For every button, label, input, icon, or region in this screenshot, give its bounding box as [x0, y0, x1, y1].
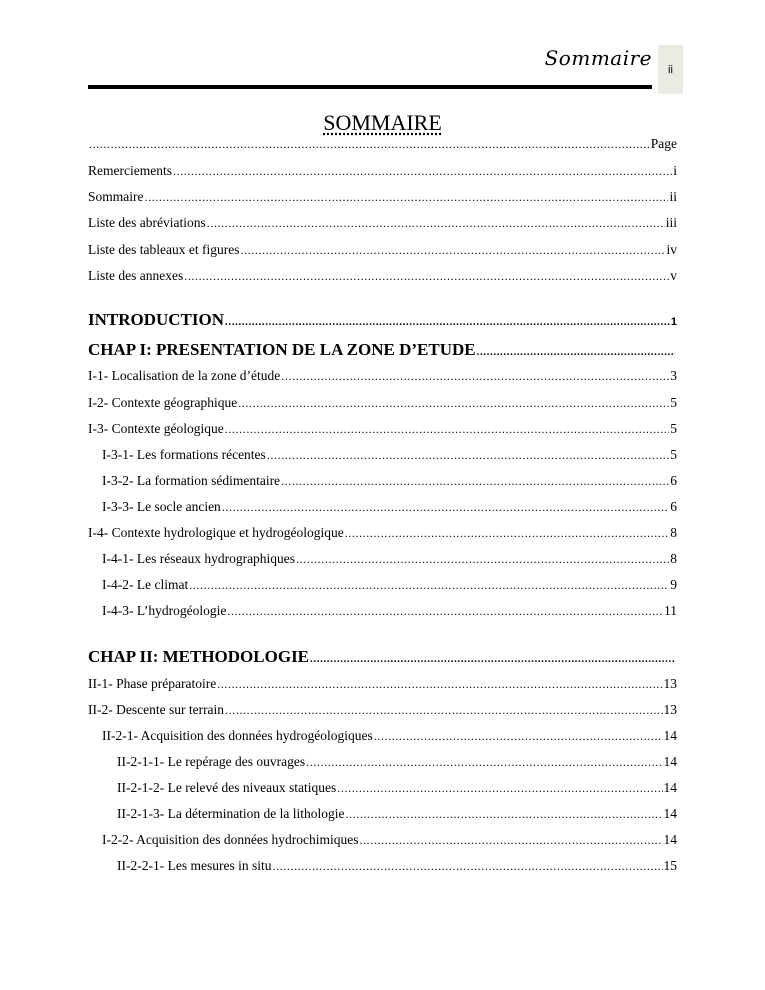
toc-entry-label: II-1- Phase préparatoire — [88, 676, 217, 691]
toc-entry-page: 6 — [670, 473, 677, 488]
leader-dots — [267, 448, 669, 463]
toc-entry[interactable] — [88, 268, 677, 284]
toc-entry-page: 6 — [670, 499, 677, 514]
leader-dots — [281, 369, 669, 384]
leader-dots — [217, 677, 662, 692]
toc-entry-page: v — [670, 268, 677, 283]
toc-entry[interactable] — [102, 447, 677, 463]
toc-entry-label: II-2-2-1- Les mesures in situ — [117, 858, 272, 873]
toc-entry[interactable] — [88, 215, 677, 231]
toc-entry[interactable] — [88, 676, 677, 692]
toc-entry-label: I-4-3- L’hydrogéologie — [102, 603, 227, 618]
toc-entry[interactable] — [117, 806, 677, 822]
leader-dots — [477, 346, 675, 358]
toc-entry-label: I-2-2- Acquisition des données hydrochimiques — [102, 832, 359, 847]
toc-entry-page: 9 — [670, 577, 677, 592]
toc-page-column-header — [88, 136, 677, 152]
toc-entry[interactable] — [88, 525, 677, 541]
toc-entry-page: iii — [665, 215, 677, 230]
toc-entry-label: I-2- Contexte géographique — [88, 395, 238, 410]
toc-entry-label: II-2-1-3- La détermination de la lithologie — [117, 806, 345, 821]
toc-entry-page: 14 — [663, 728, 677, 743]
page-column-label: Page — [650, 136, 677, 151]
leader-dots — [337, 781, 662, 796]
toc-entry-page: iv — [666, 242, 677, 257]
toc-entry-page: 8 — [670, 525, 677, 540]
toc-entry[interactable] — [88, 395, 677, 411]
toc-entry[interactable] — [102, 603, 677, 619]
toc-chapter-label: CHAP I: PRESENTATION DE LA ZONE D’ETUDE — [88, 340, 476, 359]
leader-dots — [145, 190, 669, 205]
toc-entry[interactable] — [88, 242, 677, 258]
toc-entry-page: 14 — [663, 832, 677, 847]
leader-dots — [225, 703, 662, 718]
leader-dots — [207, 216, 665, 231]
document-title-text: SOMMAIRE — [323, 110, 442, 135]
toc-chapter-heading[interactable] — [88, 340, 676, 360]
toc-entry-page: 15 — [663, 858, 677, 873]
toc-entry-label: II-2-1-1- Le repérage des ouvrages — [117, 754, 306, 769]
toc-entry[interactable] — [88, 189, 677, 205]
toc-entry[interactable] — [102, 499, 677, 515]
toc-introduction[interactable] — [88, 310, 677, 330]
toc-entry-page: 5 — [670, 421, 677, 436]
toc-entry-label: I-1- Localisation de la zone d’étude — [88, 368, 281, 383]
toc-entry-label: INTRODUCTION — [88, 310, 225, 329]
toc-entry[interactable] — [88, 368, 677, 384]
toc-entry[interactable] — [88, 702, 677, 718]
leader-dots — [173, 164, 672, 179]
leader-dots — [281, 474, 669, 489]
toc-entry[interactable] — [102, 551, 677, 567]
toc-entry-label: II-2-1-2- Le relevé des niveaux statiques — [117, 780, 337, 795]
leader-dots — [359, 833, 662, 848]
leader-dots — [306, 755, 662, 770]
toc-entry-label: I-3-2- La formation sédimentaire — [102, 473, 281, 488]
toc-entry-page: ii — [669, 189, 677, 204]
toc-entry[interactable] — [117, 858, 677, 874]
toc-entry-page: 8 — [670, 551, 677, 566]
toc-entry-page: 5 — [670, 395, 677, 410]
running-header-title: Sommaire — [544, 46, 652, 70]
leader-dots — [374, 729, 663, 744]
toc-entry-label: I-3-1- Les formations récentes — [102, 447, 266, 462]
toc-entry[interactable] — [102, 577, 677, 593]
toc-entry[interactable] — [102, 473, 677, 489]
leader-dots — [345, 526, 670, 541]
toc-entry-page: 14 — [663, 754, 677, 769]
leader-dots — [184, 269, 669, 284]
leader-dots — [189, 578, 669, 593]
leader-dots — [346, 807, 663, 822]
toc-entry-page: 13 — [663, 702, 677, 717]
toc-entry-label: Liste des annexes — [88, 268, 184, 283]
toc-entry-page: 13 — [663, 676, 677, 691]
toc-entry-page: 1 — [670, 316, 677, 328]
toc-entry[interactable] — [88, 163, 677, 179]
leader-dots — [225, 316, 670, 328]
toc-entry-page: i — [673, 163, 677, 178]
leader-dots — [240, 243, 665, 258]
toc-entry[interactable] — [102, 832, 677, 848]
toc-entry-label: I-3-3- Le socle ancien — [102, 499, 221, 514]
toc-entry-label: I-4- Contexte hydrologique et hydrogéologique — [88, 525, 344, 540]
toc-entry-label: I-4-1- Les réseaux hydrographiques — [102, 551, 296, 566]
toc-chapter-label: CHAP II: METHODOLOGIE — [88, 647, 310, 666]
toc-entry-page: 11 — [664, 603, 677, 618]
toc-entry-label: I-3- Contexte géologique — [88, 421, 224, 436]
toc-entry-label: II-2-1- Acquisition des données hydrogéologiques — [102, 728, 373, 743]
leader-dots — [296, 552, 669, 567]
leader-dots — [89, 137, 650, 152]
toc-entry-label: Liste des abréviations — [88, 215, 206, 230]
leader-dots — [238, 396, 669, 411]
toc-entry-label: Remerciements — [88, 163, 172, 178]
toc-entry[interactable] — [102, 728, 677, 744]
toc-entry-page: 5 — [670, 447, 677, 462]
leader-dots — [225, 422, 670, 437]
page-number-badge: ii — [658, 45, 683, 94]
toc-entry-page: 3 — [670, 368, 677, 383]
toc-entry[interactable] — [117, 754, 677, 770]
toc-entry[interactable] — [88, 421, 677, 437]
toc-entry-label: II-2- Descente sur terrain — [88, 702, 225, 717]
leader-dots — [310, 653, 675, 665]
leader-dots — [227, 604, 663, 619]
toc-entry-page: 14 — [663, 780, 677, 795]
toc-entry-label: Liste des tableaux et figures — [88, 242, 240, 257]
toc-entry[interactable] — [117, 780, 677, 796]
leader-dots — [222, 500, 669, 515]
toc-chapter-heading[interactable] — [88, 647, 676, 667]
toc-entry-page: 14 — [663, 806, 677, 821]
toc-entry-label: I-4-2- Le climat — [102, 577, 189, 592]
toc-entry-label: Sommaire — [88, 189, 144, 204]
leader-dots — [272, 859, 662, 874]
